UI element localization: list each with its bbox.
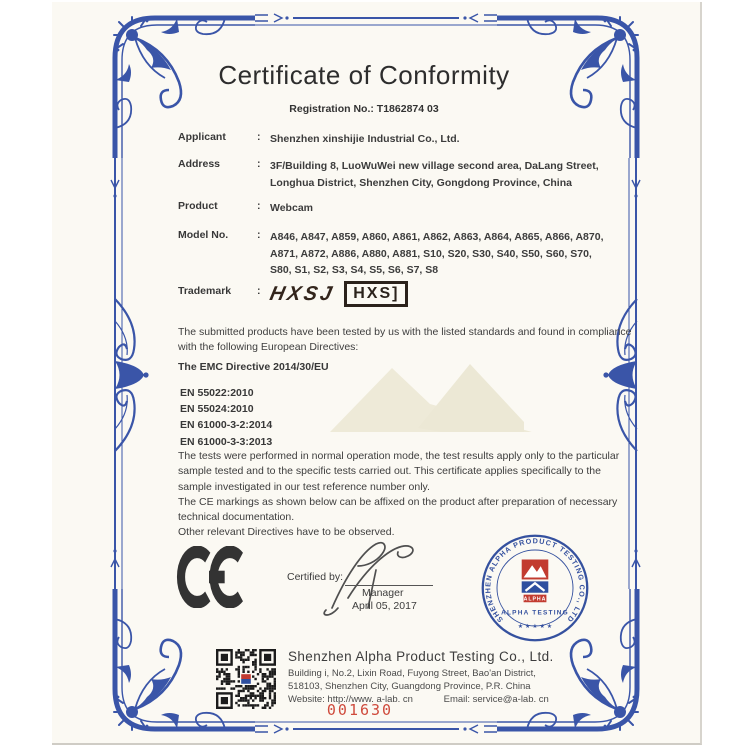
colon: : [257,131,261,143]
applicant-value: Shenzhen xinshijie Industrial Co., Ltd. [270,133,460,145]
product-value: Webcam [270,202,313,214]
model-no-value: A846, A847, A859, A860, A861, A862, A863, A864, A865, A866, A870, A871, A872, A886, A880, A881, S10, S20, S30, S40, S50, S60, S70, S80, S1, S2, S3, S4, S5, S6, S7, S8 [270,231,604,276]
issuer-email: Email: service@a-lab. cn [443,694,549,705]
page-title: Certificate of Conformity [218,60,510,90]
address-label: Address [178,158,221,170]
issuer-company-name: Shenzhen Alpha Product Testing Co., Ltd. [288,649,554,664]
frame-midside-ornament [600,293,644,457]
model-no-label: Model No. [178,229,229,241]
colon: : [257,285,261,297]
issuer-website: Website: http://www. a-lab. cn [288,694,413,705]
compliance-intro [178,325,634,356]
field-row-address [178,158,610,191]
standard-item: EN 55024:2010 [180,403,254,416]
issuer-address-line1: Building i, No.2, Lixin Road, Fuyong Street, Bao'an District, [288,668,536,679]
standard-item: EN 55022:2010 [180,387,254,399]
alpha-logo-icon [522,560,549,603]
standards-list [180,385,272,450]
colon: : [257,158,261,170]
serial-number: 001630 [326,701,394,719]
trademark-label: Trademark [178,285,232,297]
trademark-logos [267,281,408,307]
signature-line [345,585,433,586]
colon: : [257,229,261,241]
frame-edge-bottom [255,718,497,736]
product-label: Product [178,200,218,212]
field-row-model [178,229,610,279]
field-row-product [178,200,610,217]
standard-item: EN 61000-3-3:2013 [180,435,273,448]
field-row-trademark [178,282,408,307]
signer-title: Manager [362,587,404,599]
company-seal [478,531,592,645]
compliance-intro-text: The submitted products have been tested by us with the listed standards and found in compliance with the following European Directives: [178,326,632,354]
certified-by-label: Certified by: [287,571,344,583]
colon: : [257,200,261,212]
registration-number: Registration No.: T1862874 03 [289,103,439,115]
frame-edge-top [255,11,497,29]
field-row-applicant [178,131,610,148]
test-note: The tests were performed in normal operation mode, the test results apply only to the particular sample tested and to the specific tests carried out. This certificate applies specifically to the sample investigated in our test reference number only. [178,450,620,493]
signing-date: April 05, 2017 [352,600,417,612]
ce-note: The CE markings as shown below can be affixed on the product after preparation of necessary technical documentation. [178,495,618,524]
qr-code [216,649,276,709]
issuer-address-line2: 518103, Shenzhen City, Guangdong Province, P.R. China [288,681,531,692]
hxs-boxed-logo: HXS] [344,281,408,307]
address-value: 3F/Building 8, LuoWuWei new village second area, DaLang Street, Longhua District, Shenzhen City, Gongdong Province, China [270,160,599,189]
seal-stars: ★ ★ ★ ★ ★ [517,622,553,630]
other-note: Other relevant Directives have to be observed. [178,526,395,539]
ce-mark-icon [172,546,246,608]
standard-item: EN 61000-3-2:2014 [180,419,273,432]
hxsj-wordmark-logo: HXSJ [267,282,337,305]
seal-emblem-label: ALPHA [523,596,547,603]
seal-subtitle: ALPHA TESTING [501,609,569,617]
watermark-mountains [322,358,532,434]
frame-midside-ornament [108,293,152,457]
notes-block [178,449,634,541]
applicant-label: Applicant [178,131,226,143]
seal-ring-text: SHENZHEN ALPHA PRODUCT TESTING CO., LTD [483,536,587,625]
emc-directive: The EMC Directive 2014/30/EU [178,361,329,373]
